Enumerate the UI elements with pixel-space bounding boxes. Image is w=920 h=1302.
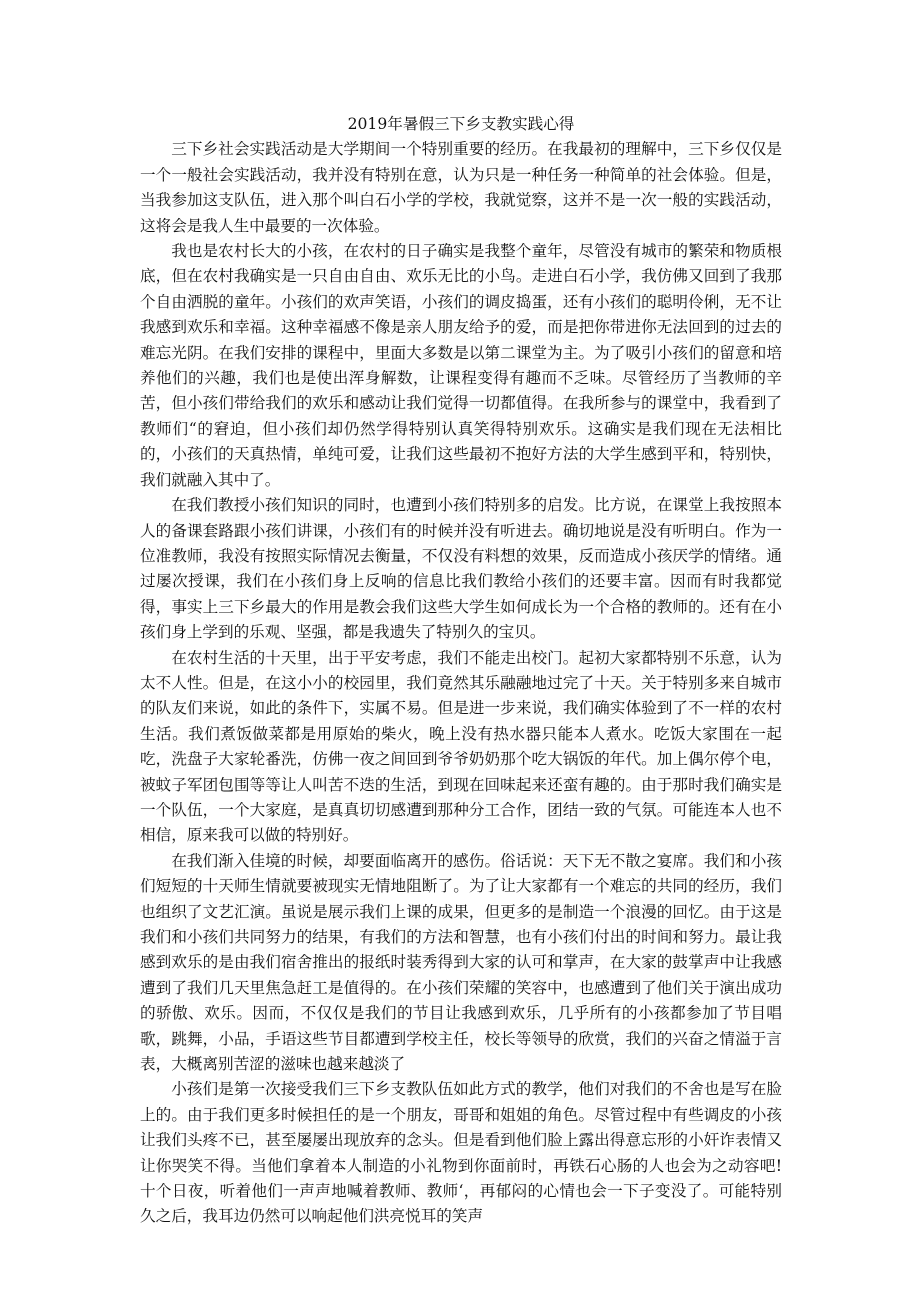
- document-title: 2019年暑假三下乡支教实践心得: [347, 115, 575, 133]
- paragraph-3: 在我们教授小孩们知识的同时，也遭到小孩们特别多的启发。比方说，在课堂上我按照本人的备课套路跟小孩们讲课，小孩们有的时候并没有听进去。确切地说是没有听明白。作为一位准教师，我没有按照实际情况去衡量，不仅没有料想的效果，反而造成小孩厌学的情绪。通过屡次授课，我们在小孩们身上反响的信息比我们教给小孩们的还要丰富。因而有时我都觉得，事实上三下乡最大的作用是教会我们这些大学生如何成长为一个合格的教师的。还有在小孩们身上学到的乐观、坚强，都是我遗失了特别久的宝贝。: [140, 496, 782, 642]
- document-page: [140, 112, 782, 1230]
- paragraph-6: 小孩们是第一次接受我们三下乡支教队伍如此方式的教学，他们对我们的不舍也是写在脸上的。由于我们更多时候担任的是一个朋友，哥哥和姐姐的角色。尽管过程中有些调皮的小孩让我们头疼不已，甚至屡屡出现放弃的念头。但是看到他们脸上露出得意忘形的小奸诈表情又让你哭笑不得。当他们拿着本人制造的小礼物到你面前时，再铁石心肠的人也会为之动容吧!十个日夜，听着他们一声声地喊着教师、教师‘，再郁闷的心情也会一下子变没了。可能特别久之后，我耳边仍然可以响起他们洪亮悦耳的笑声: [140, 1080, 782, 1226]
- paragraph-4: 在农村生活的十天里，出于平安考虑，我们不能走出校门。起初大家都特别不乐意，认为太不人性。但是，在这小小的校园里，我们竟然其乐融融地过完了十天。关于特别多来自城市的队友们来说，如此的条件下，实属不易。但是进一步来说，我们确实体验到了不一样的农村生活。我们煮饭做菜都是用原始的柴火，晚上没有热水器只能本人煮水。吃饭大家围在一起吃，洗盘子大家轮番洗，仿佛一夜之间回到爷爷奶奶那个吃大锅饭的年代。加上偶尔停个电，被蚊子军团包围等等让人叫苦不迭的生活，到现在回味起来还蛮有趣的。由于那时我们确实是一个队伍，一个大家庭，是真真切切感遭到那种分工合作，团结一致的气氛。可能连本人也不相信，原来我可以做的特别好。: [140, 648, 782, 845]
- paragraph-5: 在我们渐入佳境的时候，却要面临离开的感伤。俗话说：天下无不散之宴席。我们和小孩们短短的十天师生情就要被现实无情地阻断了。为了让大家都有一个难忘的共同的经历，我们也组织了文艺汇演。虽说是展示我们上课的成果，但更多的是制造一个浪漫的回忆。由于这是我们和小孩们共同努力的结果，有我们的方法和智慧，也有小孩们付出的时间和努力。最让我感到欢乐的是由我们宿舍推出的报纸时装秀得到大家的认可和掌声，在大家的鼓掌声中让我感遭到了我们几天里焦急赶工是值得的。在小孩们荣耀的笑容中，也感遭到了他们关于演出成功的骄傲、欢乐。因而，不仅仅是我们的节目让我感到欢乐，几乎所有的小孩都参加了节目唱歌，跳舞，小品，手语这些节目都遭到学校主任，校长等领导的欣赏，我们的兴奋之情溢于言表，大概离别苦涩的滋味也越来越淡了: [140, 851, 782, 1074]
- paragraph-1: 三下乡社会实践活动是大学期间一个特别重要的经历。在我最初的理解中，三下乡仅仅是一个一般社会实践活动，我并没有特别在意，认为只是一种任务一种简单的社会体验。但是，当我参加这支队伍，进入那个叫白石小学的学校，我就觉察，这并不是一次一般的实践活动，这将会是我人生中最要的一次体验。: [140, 140, 782, 235]
- paragraph-2: 我也是农村长大的小孩，在农村的日子确实是我整个童年，尽管没有城市的繁荣和物质根底，但在农村我确实是一只自由自由、欢乐无比的小鸟。走进白石小学，我仿佛又回到了我那个自由洒脱的童年。小孩们的欢声笑语，小孩们的调皮捣蛋，还有小孩们的聪明伶俐，无不让我感到欢乐和幸福。这种幸福感不像是亲人朋友给予的爱，而是把你带进你无法回到的过去的难忘光阴。在我们安排的课程中，里面大多数是以第二课堂为主。为了吸引小孩们的留意和培养他们的兴趣，我们也是使出浑身解数，让课程变得有趣而不乏味。尽管经历了当教师的辛苦，但小孩们带给我们的欢乐和感动让我们觉得一切都值得。在我所参与的课堂中，我看到了教师们“的窘迫，但小孩们却仍然学得特别认真笑得特别欢乐。这确实是我们现在无法相比的，小孩们的天真热情，单纯可爱，让我们这些最初不抱好方法的大学生感到平和，特别快，我们就融入其中了。: [140, 242, 782, 489]
